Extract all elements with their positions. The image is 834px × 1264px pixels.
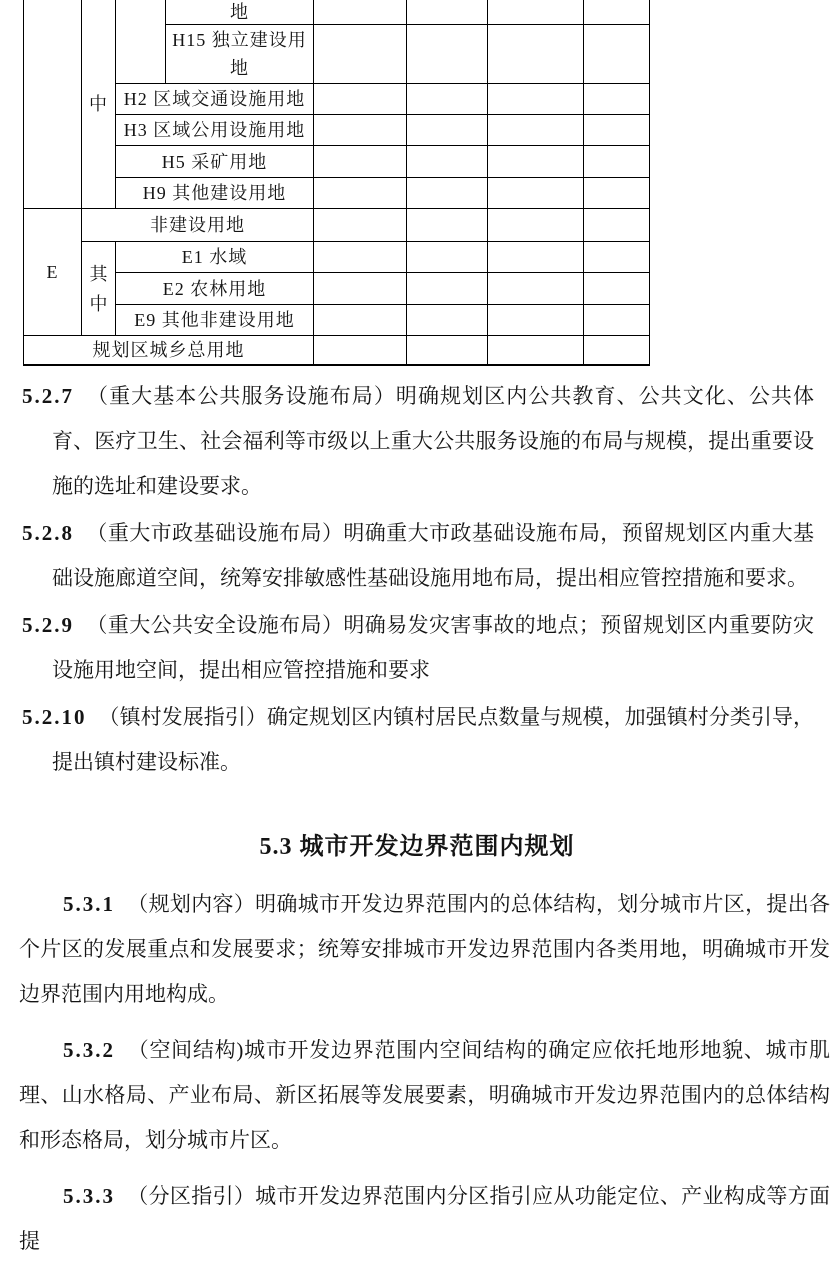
data-cell <box>584 146 650 178</box>
data-cell <box>488 336 584 365</box>
data-cell <box>584 84 650 115</box>
paragraph-number: 5.2.9 <box>22 612 74 637</box>
data-cell <box>314 84 407 115</box>
data-cell <box>488 273 584 305</box>
data-cell <box>584 0 650 25</box>
table-row <box>24 146 650 178</box>
data-cell <box>314 25 407 84</box>
data-cell <box>584 25 650 84</box>
section-5-3 <box>0 882 834 1264</box>
category-letter-cell: E <box>24 209 82 336</box>
data-cell <box>488 178 584 209</box>
data-cell <box>407 305 488 336</box>
section-5-2 <box>0 374 834 785</box>
data-cell <box>314 242 407 273</box>
data-cell <box>488 115 584 146</box>
table-row <box>24 242 650 273</box>
data-cell <box>314 146 407 178</box>
label-cell: E2 农林用地 <box>116 273 314 305</box>
data-cell <box>314 115 407 146</box>
paragraph-5-2-9 <box>0 603 834 693</box>
data-cell <box>584 115 650 146</box>
label-cell: 非建设用地 <box>82 209 314 242</box>
paragraph-text: （重大市政基础设施布局）明确重大市政基础设施布局，预留规划区内重大基础设施廊道空间，统筹安排敏感性基础设施用地布局，提出相应管控措施和要求。 <box>52 520 814 590</box>
inner-qizhong-cell <box>116 0 166 84</box>
paragraph-number: 5.2.8 <box>22 520 74 545</box>
label-cell: H5 采矿用地 <box>116 146 314 178</box>
table-row <box>24 115 650 146</box>
paragraph-number: 5.3.3 <box>63 1183 115 1208</box>
data-cell <box>488 209 584 242</box>
label-cell: H3 区域公用设施用地 <box>116 115 314 146</box>
table-row <box>24 209 650 242</box>
paragraph-5-2-7 <box>0 374 834 509</box>
paragraph-5-3-2 <box>0 1028 834 1163</box>
label-cell: E1 水域 <box>116 242 314 273</box>
paragraph-text: （规划内容）明确城市开发边界范围内的总体结构，划分城市片区，提出各个片区的发展重点和发展要求；统筹安排城市开发边界范围内各类用地，明确城市开发边界范围内用地构成。 <box>19 891 830 1006</box>
table-row <box>24 178 650 209</box>
paragraph-5-3-1 <box>0 882 834 1017</box>
total-row-label-cell: 规划区城乡总用地 <box>24 336 314 365</box>
paragraph-text: （重大公共安全设施布局）明确易发灾害事故的地点；预留规划区内重要防灾设施用地空间，提出相应管控措施和要求 <box>52 612 814 682</box>
category-letter-cell <box>24 0 82 209</box>
label-line-2: 地 <box>230 58 249 78</box>
data-cell <box>407 0 488 25</box>
paragraph-number: 5.3.1 <box>63 891 115 916</box>
data-cell <box>314 305 407 336</box>
qizhong-cell: 中 <box>82 0 116 209</box>
data-cell <box>488 25 584 84</box>
data-cell <box>407 84 488 115</box>
data-cell <box>488 0 584 25</box>
label-cell <box>166 25 314 84</box>
paragraph-text: （重大基本公共服务设施布局）明确规划区内公共教育、公共文化、公共体育、医疗卫生、社会福利等市级以上重大公共服务设施的布局与规模，提出重要设施的选址和建设要求。 <box>52 383 814 498</box>
qizhong-vertical-text: 其中 <box>89 263 108 314</box>
data-cell <box>407 242 488 273</box>
data-cell <box>407 178 488 209</box>
paragraph-5-2-10 <box>0 695 834 785</box>
land-use-table-container <box>23 0 651 366</box>
label-cell: H9 其他建设用地 <box>116 178 314 209</box>
label-cell: H2 区域交通设施用地 <box>116 84 314 115</box>
data-cell <box>488 146 584 178</box>
table-row <box>24 84 650 115</box>
data-cell <box>314 0 407 25</box>
table-row <box>24 336 650 365</box>
label-cell: E9 其他非建设用地 <box>116 305 314 336</box>
qizhong-cell <box>82 242 116 336</box>
data-cell <box>488 242 584 273</box>
paragraph-number: 5.2.10 <box>22 704 87 729</box>
data-cell <box>314 336 407 365</box>
paragraph-text: （镇村发展指引）确定规划区内镇村居民点数量与规模，加强镇村分类引导，提出镇村建设标准。 <box>52 704 814 774</box>
data-cell <box>314 273 407 305</box>
paragraph-5-3-3 <box>0 1174 834 1264</box>
paragraph-text: （空间结构)城市开发边界范围内空间结构的确定应依托地形地貌、城市肌理、山水格局、产业布局、新区拓展等发展要素，明确城市开发边界范围内的总体结构和形态格局，划分城市片区。 <box>19 1037 830 1152</box>
data-cell <box>584 273 650 305</box>
data-cell <box>407 146 488 178</box>
paragraph-text: （分区指引）城市开发边界范围内分区指引应从功能定位、产业构成等方面提 <box>19 1183 830 1253</box>
data-cell <box>584 178 650 209</box>
land-use-table <box>23 0 650 366</box>
data-cell <box>407 209 488 242</box>
data-cell <box>407 115 488 146</box>
table-row <box>24 0 650 25</box>
data-cell <box>584 305 650 336</box>
data-cell <box>407 25 488 84</box>
data-cell <box>407 336 488 365</box>
data-cell <box>584 209 650 242</box>
label-cell: 地 <box>166 0 314 25</box>
data-cell <box>584 336 650 365</box>
section-heading-5-3: 5.3 城市开发边界范围内规划 <box>259 833 575 860</box>
data-cell <box>584 242 650 273</box>
table-row <box>24 305 650 336</box>
label-line-1: H15 独立建设用 <box>172 30 307 50</box>
data-cell <box>488 84 584 115</box>
data-cell <box>314 209 407 242</box>
table-row <box>24 273 650 305</box>
data-cell <box>407 273 488 305</box>
paragraph-number: 5.3.2 <box>63 1037 115 1062</box>
data-cell <box>488 305 584 336</box>
data-cell <box>314 178 407 209</box>
paragraph-5-2-8 <box>0 511 834 601</box>
paragraph-number: 5.2.7 <box>22 383 74 408</box>
